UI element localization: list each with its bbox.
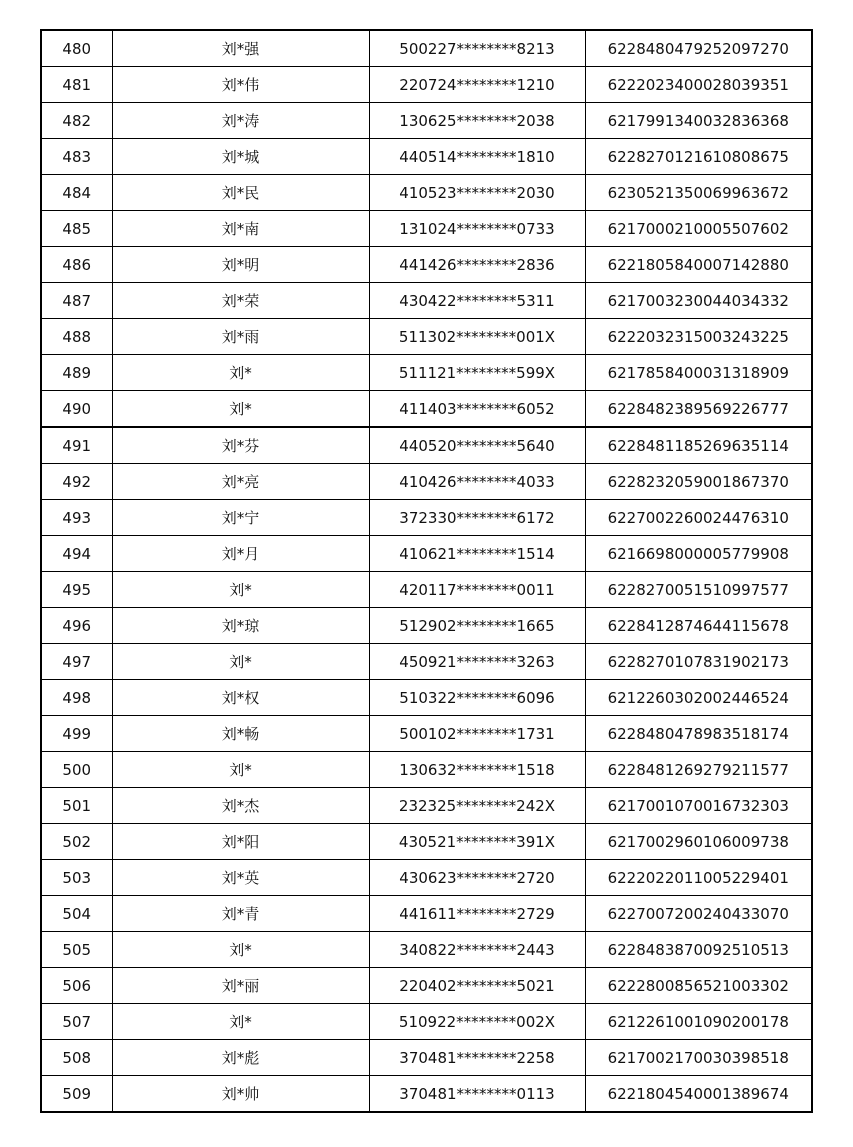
row-seq-cell: 504: [41, 896, 112, 932]
row-name-cell: 刘*南: [112, 211, 369, 247]
row-card-number-cell: 6221804540001389674: [585, 1076, 812, 1113]
row-name-cell: 刘*青: [112, 896, 369, 932]
row-name-cell: 刘*: [112, 932, 369, 968]
row-id-number-cell: 130632********1518: [369, 752, 585, 788]
row-seq-cell: 485: [41, 211, 112, 247]
row-seq-cell: 493: [41, 500, 112, 536]
row-id-number-cell: 430422********5311: [369, 283, 585, 319]
table-row: [41, 175, 812, 211]
row-name-cell: 刘*: [112, 572, 369, 608]
row-seq-cell: 483: [41, 139, 112, 175]
table-row: [41, 500, 812, 536]
row-seq-cell: 509: [41, 1076, 112, 1113]
row-id-number-cell: 340822********2443: [369, 932, 585, 968]
table-row: [41, 932, 812, 968]
row-name-cell: 刘*芬: [112, 427, 369, 464]
table-row: [41, 860, 812, 896]
row-seq-cell: 495: [41, 572, 112, 608]
row-id-number-cell: 512902********1665: [369, 608, 585, 644]
table-row: [41, 67, 812, 103]
row-id-number-cell: 511121********599X: [369, 355, 585, 391]
table-row: [41, 1004, 812, 1040]
row-card-number-cell: 6228482389569226777: [585, 391, 812, 428]
row-name-cell: 刘*伟: [112, 67, 369, 103]
row-card-number-cell: 6227002260024476310: [585, 500, 812, 536]
row-name-cell: 刘*: [112, 391, 369, 428]
row-name-cell: 刘*荣: [112, 283, 369, 319]
row-id-number-cell: 441611********2729: [369, 896, 585, 932]
row-id-number-cell: 510922********002X: [369, 1004, 585, 1040]
row-seq-cell: 503: [41, 860, 112, 896]
table-row: [41, 824, 812, 860]
row-id-number-cell: 372330********6172: [369, 500, 585, 536]
row-seq-cell: 497: [41, 644, 112, 680]
row-card-number-cell: 6228270107831902173: [585, 644, 812, 680]
row-id-number-cell: 370481********2258: [369, 1040, 585, 1076]
row-name-cell: 刘*杰: [112, 788, 369, 824]
row-name-cell: 刘*强: [112, 30, 369, 67]
row-seq-cell: 482: [41, 103, 112, 139]
row-card-number-cell: 6217002960106009738: [585, 824, 812, 860]
row-seq-cell: 507: [41, 1004, 112, 1040]
row-seq-cell: 489: [41, 355, 112, 391]
row-name-cell: 刘*亮: [112, 464, 369, 500]
row-card-number-cell: 6228481269279211577: [585, 752, 812, 788]
table-row: [41, 680, 812, 716]
row-card-number-cell: 6222022011005229401: [585, 860, 812, 896]
table-row: [41, 283, 812, 319]
row-id-number-cell: 411403********6052: [369, 391, 585, 428]
row-card-number-cell: 6222032315003243225: [585, 319, 812, 355]
row-card-number-cell: 6212261001090200178: [585, 1004, 812, 1040]
table-row: [41, 391, 812, 428]
row-id-number-cell: 410621********1514: [369, 536, 585, 572]
row-card-number-cell: 6228480478983518174: [585, 716, 812, 752]
row-card-number-cell: 6212260302002446524: [585, 680, 812, 716]
row-id-number-cell: 370481********0113: [369, 1076, 585, 1113]
row-seq-cell: 500: [41, 752, 112, 788]
row-name-cell: 刘*英: [112, 860, 369, 896]
row-name-cell: 刘*宁: [112, 500, 369, 536]
row-seq-cell: 484: [41, 175, 112, 211]
table-row: [41, 355, 812, 391]
row-seq-cell: 508: [41, 1040, 112, 1076]
roster-table-body: [41, 30, 812, 1112]
table-row: [41, 464, 812, 500]
row-id-number-cell: 500227********8213: [369, 30, 585, 67]
row-name-cell: 刘*民: [112, 175, 369, 211]
table-row: [41, 103, 812, 139]
table-row: [41, 716, 812, 752]
row-name-cell: 刘*: [112, 752, 369, 788]
row-id-number-cell: 420117********0011: [369, 572, 585, 608]
row-seq-cell: 502: [41, 824, 112, 860]
row-seq-cell: 501: [41, 788, 112, 824]
row-name-cell: 刘*: [112, 1004, 369, 1040]
row-name-cell: 刘*帅: [112, 1076, 369, 1113]
table-row: [41, 536, 812, 572]
table-row: [41, 1076, 812, 1113]
row-seq-cell: 480: [41, 30, 112, 67]
row-name-cell: 刘*: [112, 355, 369, 391]
row-card-number-cell: 6228270051510997577: [585, 572, 812, 608]
row-card-number-cell: 6230521350069963672: [585, 175, 812, 211]
row-seq-cell: 506: [41, 968, 112, 1004]
table-row: [41, 644, 812, 680]
row-card-number-cell: 6217858400031318909: [585, 355, 812, 391]
row-seq-cell: 505: [41, 932, 112, 968]
row-card-number-cell: 6227007200240433070: [585, 896, 812, 932]
row-name-cell: 刘*明: [112, 247, 369, 283]
row-name-cell: 刘*: [112, 644, 369, 680]
row-id-number-cell: 131024********0733: [369, 211, 585, 247]
row-card-number-cell: 6217003230044034332: [585, 283, 812, 319]
row-id-number-cell: 430521********391X: [369, 824, 585, 860]
row-name-cell: 刘*涛: [112, 103, 369, 139]
row-name-cell: 刘*琼: [112, 608, 369, 644]
row-id-number-cell: 500102********1731: [369, 716, 585, 752]
row-seq-cell: 481: [41, 67, 112, 103]
table-row: [41, 968, 812, 1004]
row-seq-cell: 488: [41, 319, 112, 355]
row-id-number-cell: 220402********5021: [369, 968, 585, 1004]
row-seq-cell: 490: [41, 391, 112, 428]
row-seq-cell: 498: [41, 680, 112, 716]
row-card-number-cell: 6217002170030398518: [585, 1040, 812, 1076]
row-card-number-cell: 6228412874644115678: [585, 608, 812, 644]
table-row: [41, 139, 812, 175]
row-seq-cell: 499: [41, 716, 112, 752]
row-card-number-cell: 6228270121610808675: [585, 139, 812, 175]
row-card-number-cell: 6216698000005779908: [585, 536, 812, 572]
table-row: [41, 572, 812, 608]
table-row: [41, 752, 812, 788]
row-id-number-cell: 410426********4033: [369, 464, 585, 500]
row-card-number-cell: 6228232059001867370: [585, 464, 812, 500]
row-name-cell: 刘*丽: [112, 968, 369, 1004]
row-name-cell: 刘*阳: [112, 824, 369, 860]
row-id-number-cell: 430623********2720: [369, 860, 585, 896]
row-card-number-cell: 6217001070016732303: [585, 788, 812, 824]
row-id-number-cell: 232325********242X: [369, 788, 585, 824]
row-id-number-cell: 130625********2038: [369, 103, 585, 139]
table-row: [41, 427, 812, 464]
table-row: [41, 608, 812, 644]
table-row: [41, 1040, 812, 1076]
row-id-number-cell: 220724********1210: [369, 67, 585, 103]
row-seq-cell: 487: [41, 283, 112, 319]
row-id-number-cell: 510322********6096: [369, 680, 585, 716]
row-card-number-cell: 6222023400028039351: [585, 67, 812, 103]
roster-table: [40, 29, 813, 1113]
row-seq-cell: 491: [41, 427, 112, 464]
row-seq-cell: 486: [41, 247, 112, 283]
row-card-number-cell: 6228483870092510513: [585, 932, 812, 968]
row-name-cell: 刘*月: [112, 536, 369, 572]
table-row: [41, 896, 812, 932]
row-name-cell: 刘*畅: [112, 716, 369, 752]
row-card-number-cell: 6217991340032836368: [585, 103, 812, 139]
row-seq-cell: 496: [41, 608, 112, 644]
row-seq-cell: 494: [41, 536, 112, 572]
row-id-number-cell: 410523********2030: [369, 175, 585, 211]
row-name-cell: 刘*城: [112, 139, 369, 175]
table-row: [41, 211, 812, 247]
row-seq-cell: 492: [41, 464, 112, 500]
table-row: [41, 788, 812, 824]
row-id-number-cell: 440520********5640: [369, 427, 585, 464]
table-row: [41, 30, 812, 67]
row-id-number-cell: 441426********2836: [369, 247, 585, 283]
row-id-number-cell: 511302********001X: [369, 319, 585, 355]
row-id-number-cell: 450921********3263: [369, 644, 585, 680]
row-id-number-cell: 440514********1810: [369, 139, 585, 175]
row-card-number-cell: 6221805840007142880: [585, 247, 812, 283]
table-row: [41, 319, 812, 355]
row-name-cell: 刘*雨: [112, 319, 369, 355]
row-card-number-cell: 6222800856521003302: [585, 968, 812, 1004]
row-name-cell: 刘*彪: [112, 1040, 369, 1076]
table-row: [41, 247, 812, 283]
row-card-number-cell: 6217000210005507602: [585, 211, 812, 247]
row-card-number-cell: 6228481185269635114: [585, 427, 812, 464]
row-card-number-cell: 6228480479252097270: [585, 30, 812, 67]
row-name-cell: 刘*权: [112, 680, 369, 716]
